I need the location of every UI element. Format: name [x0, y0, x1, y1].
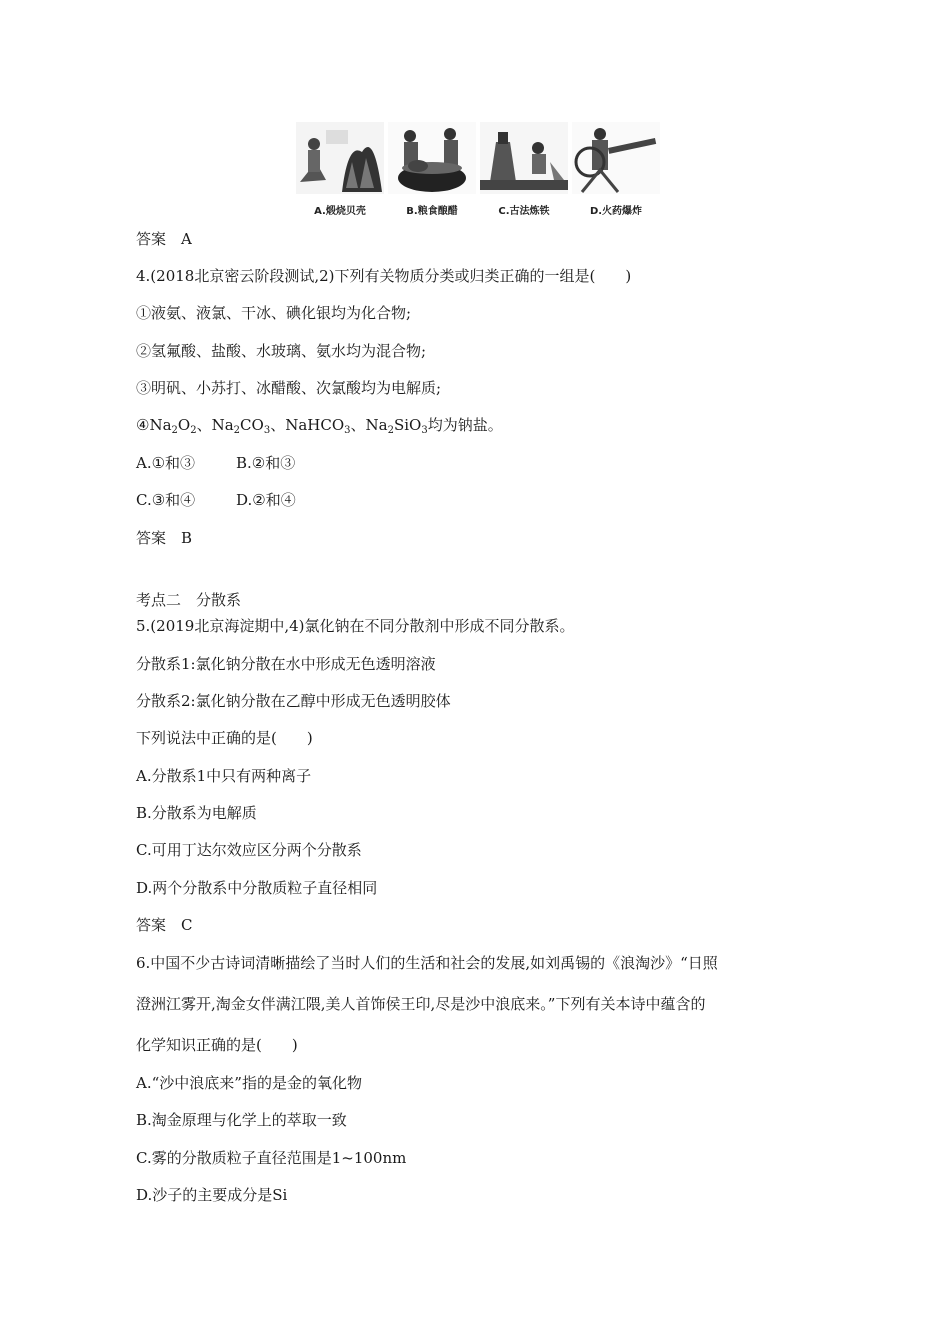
q4-item-1: ①液氨、液氯、干冰、碘化银均为化合物; [136, 304, 412, 322]
q6-option-a: A.“沙中浪底来”指的是金的氧化物 [136, 1074, 362, 1092]
figure-d-caption: D.火药爆炸 [589, 206, 643, 217]
figure-b [388, 122, 476, 220]
figure-b-caption: B.粮食酿醋 [406, 206, 458, 217]
answer-q5: 答案 C [136, 916, 193, 934]
q4-options-row-1 [136, 453, 295, 473]
q5-option-d: D.两个分散系中分散质粒子直径相同 [136, 879, 378, 897]
q5-option-a: A.分散系1中只有两种离子 [136, 767, 312, 785]
q5-line-2: 分散系2:氯化钠分散在乙醇中形成无色透明胶体 [136, 692, 451, 710]
q6-option-d: D.沙子的主要成分是Si [136, 1186, 288, 1204]
answer-q3: 答案 A [136, 230, 192, 248]
q4-option-d: D.②和④ [236, 491, 296, 509]
q4-option-c: C.③和④ [136, 491, 196, 509]
q4-item-3: ③明矾、小苏打、冰醋酸、次氯酸均为电解质; [136, 379, 442, 397]
shell-calcination-illustration [296, 122, 384, 194]
q5-line-1: 分散系1:氯化钠分散在水中形成无色透明溶液 [136, 655, 436, 673]
figure-d [572, 122, 660, 220]
q5-stem: 5.(2019北京海淀期中,4)氯化钠在不同分散剂中形成不同分散系。 [136, 617, 575, 635]
q6-line-2: 澄洲江雾开,淘金女伴满江隈,美人首饰侯王印,尽是沙中浪底来。”下列有关本诗中蕴含的 [136, 995, 706, 1013]
section-heading: 考点二 分散系 [136, 591, 242, 609]
vinegar-brewing-illustration [388, 122, 476, 194]
q5-option-b: B.分散系为电解质 [136, 804, 257, 822]
q4-stem: 4.(2018北京密云阶段测试,2)下列有关物质分类或归类正确的一组是( ) [136, 267, 632, 285]
gunpowder-explosion-illustration [572, 122, 660, 194]
q4-option-b: B.②和③ [236, 454, 296, 472]
iron-smelting-illustration [480, 122, 568, 194]
figure-strip [296, 122, 656, 220]
q4-item-4: $④Na_2O_2$、$Na_2CO_3$、NaHCO$_3$、$Na_2SiO_3$均为钠盐。 [136, 416, 503, 436]
q5-ask: 下列说法中正确的是( ) [136, 729, 313, 747]
q6-line-1: 6.中国不少古诗词清晰描绘了当时人们的生活和社会的发展,如刘禹锡的《浪淘沙》“日照 [136, 954, 718, 972]
q4-option-a: A.①和③ [136, 454, 196, 472]
figure-c [480, 122, 568, 220]
q6-option-c: C.雾的分散质粒子直径范围是1~100nm [136, 1149, 407, 1167]
answer-q4: 答案 B [136, 529, 193, 547]
q4-item-2: ②氢氟酸、盐酸、水玻璃、氨水均为混合物; [136, 342, 427, 360]
q6-option-b: B.淘金原理与化学上的萃取一致 [136, 1111, 347, 1129]
q5-option-c: C.可用丁达尔效应区分两个分散系 [136, 841, 362, 859]
q4-options-row-2 [136, 490, 296, 510]
figure-a [296, 122, 384, 220]
figure-c-caption: C.古法炼铁 [498, 206, 550, 217]
q6-line-3: 化学知识正确的是( ) [136, 1036, 298, 1054]
figure-a-caption: A.煅烧贝壳 [314, 206, 366, 217]
